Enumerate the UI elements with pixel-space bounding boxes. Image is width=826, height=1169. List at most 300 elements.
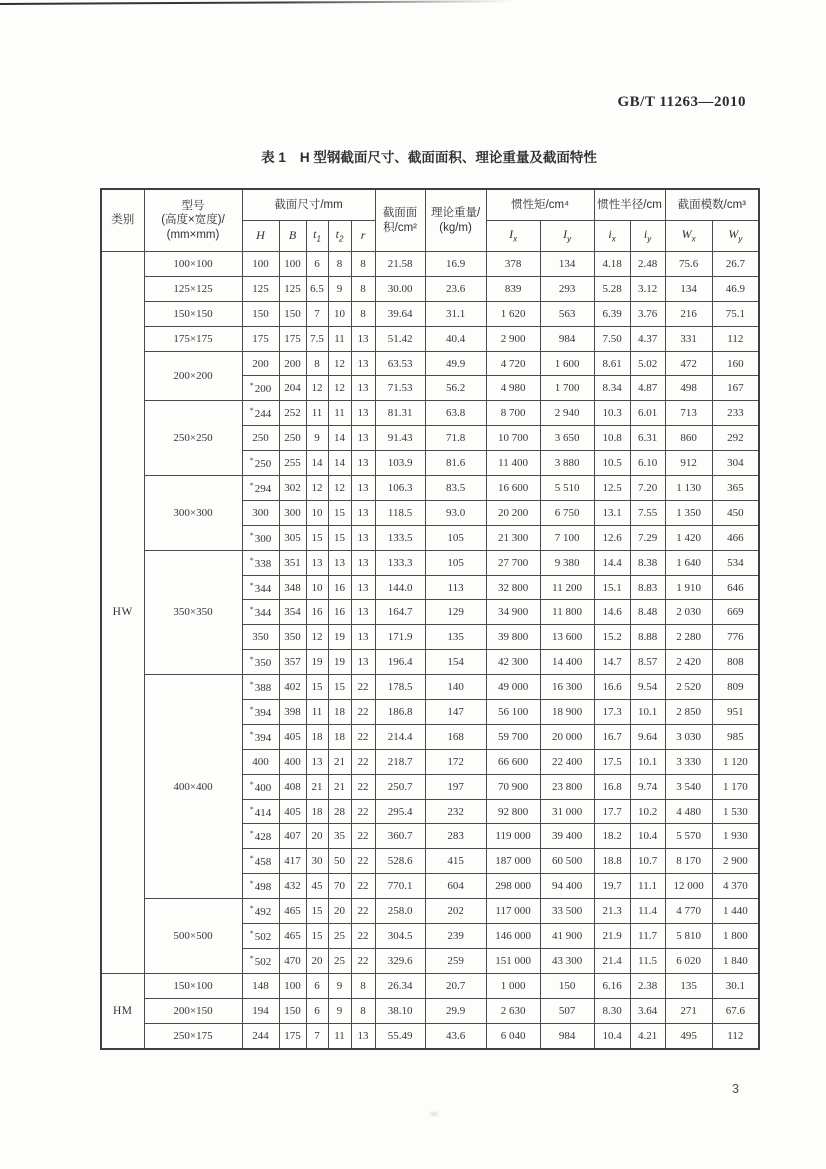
value-cell: 22: [351, 724, 375, 749]
value-cell: 2 940: [540, 401, 594, 426]
value-cell: 60 500: [540, 849, 594, 874]
value-cell: 6: [306, 973, 328, 998]
value-cell: 8.61: [594, 351, 630, 376]
model-cell: 350×350: [144, 550, 242, 674]
value-cell: 46.9: [712, 276, 759, 301]
value-cell: *498: [242, 874, 279, 899]
value-cell: 10.5: [594, 451, 630, 476]
value-cell: 113: [425, 575, 486, 600]
value-cell: 22: [351, 948, 375, 973]
value-cell: 6 750: [540, 500, 594, 525]
value-cell: 103.9: [375, 451, 425, 476]
value-cell: 10.4: [630, 824, 665, 849]
value-cell: 354: [279, 600, 306, 625]
value-cell: 11: [306, 700, 328, 725]
value-cell: 300: [242, 500, 279, 525]
value-cell: 331: [665, 326, 712, 351]
value-cell: 839: [486, 276, 540, 301]
value-cell: 1 130: [665, 476, 712, 501]
value-cell: 7.50: [594, 326, 630, 351]
value-cell: 14.6: [594, 600, 630, 625]
header-symbol-b: B: [279, 221, 306, 252]
value-cell: *294: [242, 476, 279, 501]
value-cell: 31.1: [425, 301, 486, 326]
value-cell: 951: [712, 700, 759, 725]
value-cell: 5 510: [540, 476, 594, 501]
value-cell: 21.58: [375, 252, 425, 277]
value-cell: 10.1: [630, 700, 665, 725]
value-cell: 13: [351, 650, 375, 675]
value-cell: 55.49: [375, 1023, 425, 1048]
value-cell: 10.7: [630, 849, 665, 874]
value-cell: 498: [665, 376, 712, 401]
value-cell: 2 030: [665, 600, 712, 625]
value-cell: 202: [425, 899, 486, 924]
value-cell: 12 000: [665, 874, 712, 899]
value-cell: 105: [425, 525, 486, 550]
value-cell: 351: [279, 550, 306, 575]
value-cell: 200: [279, 351, 306, 376]
table-row: [101, 401, 759, 426]
table-title-label: 表 1: [261, 150, 286, 165]
value-cell: 8: [306, 351, 328, 376]
value-cell: 12: [306, 625, 328, 650]
value-cell: 3.64: [630, 998, 665, 1023]
value-cell: 168: [425, 724, 486, 749]
value-cell: 495: [665, 1023, 712, 1048]
value-cell: 20: [328, 899, 351, 924]
value-cell: 56 100: [486, 700, 540, 725]
value-cell: 7.29: [630, 525, 665, 550]
value-cell: 106.3: [375, 476, 425, 501]
value-cell: 21.9: [594, 924, 630, 949]
value-cell: 2.38: [630, 973, 665, 998]
value-cell: 150: [279, 301, 306, 326]
value-cell: 186.8: [375, 700, 425, 725]
header-symbol-wx: $W_x$: [665, 221, 712, 252]
value-cell: 22: [351, 824, 375, 849]
value-cell: 13: [306, 749, 328, 774]
value-cell: 283: [425, 824, 486, 849]
value-cell: 23.6: [425, 276, 486, 301]
value-cell: 6.01: [630, 401, 665, 426]
page-number: 3: [732, 1082, 739, 1096]
table-row: [101, 973, 759, 998]
value-cell: 45: [306, 874, 328, 899]
header-moment-of-inertia: 惯性矩/cm⁴: [486, 189, 594, 221]
value-cell: 11 400: [486, 451, 540, 476]
value-cell: 17.5: [594, 749, 630, 774]
value-cell: 13: [351, 351, 375, 376]
value-cell: 175: [279, 326, 306, 351]
value-cell: 402: [279, 675, 306, 700]
value-cell: 13.1: [594, 500, 630, 525]
value-cell: 8 170: [665, 849, 712, 874]
value-cell: 432: [279, 874, 306, 899]
value-cell: 67.6: [712, 998, 759, 1023]
header-symbol-h: H: [242, 221, 279, 252]
value-cell: 10: [328, 301, 351, 326]
value-cell: 255: [279, 451, 306, 476]
value-cell: 984: [540, 326, 594, 351]
value-cell: 8: [351, 276, 375, 301]
table-row: [101, 899, 759, 924]
value-cell: 6.5: [306, 276, 328, 301]
value-cell: 14 400: [540, 650, 594, 675]
table-row: [101, 550, 759, 575]
value-cell: 13 600: [540, 625, 594, 650]
value-cell: 470: [279, 948, 306, 973]
value-cell: 218.7: [375, 749, 425, 774]
value-cell: 11: [328, 1023, 351, 1048]
value-cell: 271: [665, 998, 712, 1023]
value-cell: 8.30: [594, 998, 630, 1023]
value-cell: 8: [328, 252, 351, 277]
value-cell: 350: [242, 625, 279, 650]
value-cell: 563: [540, 301, 594, 326]
value-cell: 13: [351, 500, 375, 525]
value-cell: 133.3: [375, 550, 425, 575]
value-cell: 18: [328, 724, 351, 749]
value-cell: 43 300: [540, 948, 594, 973]
value-cell: 178.5: [375, 675, 425, 700]
value-cell: 59 700: [486, 724, 540, 749]
value-cell: 171.9: [375, 625, 425, 650]
value-cell: 8 700: [486, 401, 540, 426]
value-cell: 118.5: [375, 500, 425, 525]
value-cell: 25: [328, 924, 351, 949]
value-cell: 360.7: [375, 824, 425, 849]
value-cell: 71.53: [375, 376, 425, 401]
value-cell: 214.4: [375, 724, 425, 749]
value-cell: 30.1: [712, 973, 759, 998]
value-cell: 26.34: [375, 973, 425, 998]
value-cell: 15: [328, 500, 351, 525]
value-cell: 154: [425, 650, 486, 675]
model-cell: 125×125: [144, 276, 242, 301]
value-cell: 860: [665, 426, 712, 451]
value-cell: 233: [712, 401, 759, 426]
model-cell: 150×150: [144, 301, 242, 326]
value-cell: 117 000: [486, 899, 540, 924]
value-cell: 20 000: [540, 724, 594, 749]
value-cell: 7: [306, 301, 328, 326]
value-cell: 21 300: [486, 525, 540, 550]
value-cell: 2 420: [665, 650, 712, 675]
table-title-text: H 型钢截面尺寸、截面面积、理论重量及截面特性: [299, 150, 597, 165]
value-cell: 7: [306, 1023, 328, 1048]
value-cell: 17.3: [594, 700, 630, 725]
value-cell: 38.10: [375, 998, 425, 1023]
value-cell: 42 300: [486, 650, 540, 675]
value-cell: 22 400: [540, 749, 594, 774]
value-cell: 1 170: [712, 774, 759, 799]
value-cell: *344: [242, 575, 279, 600]
value-cell: 10.8: [594, 426, 630, 451]
value-cell: 15: [306, 525, 328, 550]
category-cell-hw: HW: [101, 252, 144, 974]
value-cell: 66 600: [486, 749, 540, 774]
value-cell: 34 900: [486, 600, 540, 625]
value-cell: 3 330: [665, 749, 712, 774]
scan-artifact-line: [0, 0, 514, 5]
value-cell: 302: [279, 476, 306, 501]
table-row: [101, 276, 759, 301]
value-cell: 11.7: [630, 924, 665, 949]
value-cell: 985: [712, 724, 759, 749]
value-cell: 6: [306, 252, 328, 277]
value-cell: 39.64: [375, 301, 425, 326]
value-cell: 16 300: [540, 675, 594, 700]
value-cell: 16.7: [594, 724, 630, 749]
value-cell: 160: [712, 351, 759, 376]
value-cell: 350: [279, 625, 306, 650]
value-cell: 146 000: [486, 924, 540, 949]
value-cell: 29.9: [425, 998, 486, 1023]
value-cell: 15: [306, 924, 328, 949]
value-cell: 23 800: [540, 774, 594, 799]
value-cell: 10.1: [630, 749, 665, 774]
value-cell: 22: [351, 849, 375, 874]
value-cell: 16 600: [486, 476, 540, 501]
header-symbol-ix: $I_x$: [486, 221, 540, 252]
value-cell: 13: [328, 550, 351, 575]
value-cell: 3 030: [665, 724, 712, 749]
value-cell: 4.87: [630, 376, 665, 401]
value-cell: 71.8: [425, 426, 486, 451]
value-cell: 22: [351, 749, 375, 774]
value-cell: 250.7: [375, 774, 425, 799]
value-cell: 4 720: [486, 351, 540, 376]
model-cell: 250×250: [144, 401, 242, 476]
value-cell: 4.18: [594, 252, 630, 277]
value-cell: 7.20: [630, 476, 665, 501]
table-row: [101, 476, 759, 501]
value-cell: 18: [328, 700, 351, 725]
table-title: [100, 146, 758, 166]
value-cell: 1 120: [712, 749, 759, 774]
model-cell: 200×150: [144, 998, 242, 1023]
value-cell: 119 000: [486, 824, 540, 849]
value-cell: 56.2: [425, 376, 486, 401]
value-cell: *458: [242, 849, 279, 874]
value-cell: *400: [242, 774, 279, 799]
value-cell: *244: [242, 401, 279, 426]
value-cell: 10.2: [630, 799, 665, 824]
value-cell: 1 840: [712, 948, 759, 973]
value-cell: 27 700: [486, 550, 540, 575]
value-cell: 39 400: [540, 824, 594, 849]
value-cell: 12: [328, 376, 351, 401]
value-cell: 14: [328, 451, 351, 476]
value-cell: 13: [351, 625, 375, 650]
model-cell: 400×400: [144, 675, 242, 899]
value-cell: 49 000: [486, 675, 540, 700]
value-cell: 1 420: [665, 525, 712, 550]
value-cell: 112: [712, 1023, 759, 1048]
value-cell: 232: [425, 799, 486, 824]
table-row: [101, 675, 759, 700]
value-cell: 405: [279, 799, 306, 824]
value-cell: 1 440: [712, 899, 759, 924]
value-cell: 32 800: [486, 575, 540, 600]
value-cell: 16.6: [594, 675, 630, 700]
value-cell: 4 770: [665, 899, 712, 924]
value-cell: 13: [306, 550, 328, 575]
value-cell: 808: [712, 650, 759, 675]
value-cell: 26.7: [712, 252, 759, 277]
value-cell: 175: [279, 1023, 306, 1048]
value-cell: 16: [306, 600, 328, 625]
value-cell: 172: [425, 749, 486, 774]
value-cell: 1 910: [665, 575, 712, 600]
value-cell: 22: [351, 774, 375, 799]
value-cell: 15: [328, 675, 351, 700]
value-cell: 8.48: [630, 600, 665, 625]
value-cell: 16.9: [425, 252, 486, 277]
value-cell: 300: [279, 500, 306, 525]
value-cell: 646: [712, 575, 759, 600]
table-row: [101, 351, 759, 376]
table-row: [101, 998, 759, 1023]
value-cell: 15: [306, 899, 328, 924]
scan-artifact-smudge: [430, 1112, 438, 1116]
value-cell: 9: [328, 998, 351, 1023]
value-cell: 6 020: [665, 948, 712, 973]
value-cell: *250: [242, 451, 279, 476]
value-cell: 33 500: [540, 899, 594, 924]
category-cell-hm: HM: [101, 973, 144, 1048]
model-cell: 200×200: [144, 351, 242, 401]
value-cell: 10 700: [486, 426, 540, 451]
value-cell: 135: [665, 973, 712, 998]
value-cell: 11: [328, 326, 351, 351]
value-cell: 534: [712, 550, 759, 575]
value-cell: 304.5: [375, 924, 425, 949]
value-cell: 17.7: [594, 799, 630, 824]
value-cell: 30.00: [375, 276, 425, 301]
value-cell: 112: [712, 326, 759, 351]
header-section-area: 截面面 积/cm²: [375, 189, 425, 252]
value-cell: 18.8: [594, 849, 630, 874]
header-section-dimensions: 截面尺寸/mm: [242, 189, 375, 221]
value-cell: 8: [351, 301, 375, 326]
value-cell: 63.8: [425, 401, 486, 426]
value-cell: 239: [425, 924, 486, 949]
value-cell: 196.4: [375, 650, 425, 675]
value-cell: 9: [328, 973, 351, 998]
value-cell: 15.2: [594, 625, 630, 650]
value-cell: 19: [306, 650, 328, 675]
value-cell: 175: [242, 326, 279, 351]
table-row: [101, 326, 759, 351]
value-cell: 400: [242, 749, 279, 774]
value-cell: 75.6: [665, 252, 712, 277]
value-cell: 30: [306, 849, 328, 874]
value-cell: 9.64: [630, 724, 665, 749]
value-cell: 125: [279, 276, 306, 301]
table-body: [101, 252, 759, 1049]
value-cell: 13: [351, 550, 375, 575]
value-cell: 15: [328, 525, 351, 550]
value-cell: 41 900: [540, 924, 594, 949]
value-cell: 63.53: [375, 351, 425, 376]
value-cell: 11: [306, 401, 328, 426]
value-cell: 13: [351, 525, 375, 550]
value-cell: 35: [328, 824, 351, 849]
value-cell: 22: [351, 874, 375, 899]
value-cell: 144.0: [375, 575, 425, 600]
value-cell: 14: [306, 451, 328, 476]
value-cell: 13: [351, 376, 375, 401]
header-radius-of-gyration: 惯性半径/cm: [594, 189, 665, 221]
value-cell: 81.31: [375, 401, 425, 426]
value-cell: 134: [540, 252, 594, 277]
value-cell: *338: [242, 550, 279, 575]
value-cell: *502: [242, 948, 279, 973]
value-cell: 3 650: [540, 426, 594, 451]
value-cell: 11 800: [540, 600, 594, 625]
value-cell: 21: [328, 774, 351, 799]
value-cell: 669: [712, 600, 759, 625]
value-cell: 466: [712, 525, 759, 550]
value-cell: 9: [328, 276, 351, 301]
value-cell: 25: [328, 948, 351, 973]
value-cell: 5.28: [594, 276, 630, 301]
value-cell: 5 810: [665, 924, 712, 949]
value-cell: 3 540: [665, 774, 712, 799]
header-symbol-wy: $W_y$: [712, 221, 759, 252]
value-cell: 19.7: [594, 874, 630, 899]
value-cell: 39 800: [486, 625, 540, 650]
value-cell: 2 280: [665, 625, 712, 650]
value-cell: 22: [351, 899, 375, 924]
value-cell: 7 100: [540, 525, 594, 550]
value-cell: 259: [425, 948, 486, 973]
value-cell: 19: [328, 625, 351, 650]
value-cell: 22: [351, 700, 375, 725]
value-cell: 3.12: [630, 276, 665, 301]
header-symbol-t1: $t_1$: [306, 221, 328, 252]
header-symbol-t2: $t_2$: [328, 221, 351, 252]
value-cell: 10: [306, 575, 328, 600]
value-cell: 20 200: [486, 500, 540, 525]
value-cell: 133.5: [375, 525, 425, 550]
model-cell: 150×100: [144, 973, 242, 998]
value-cell: 20: [306, 948, 328, 973]
value-cell: 12: [306, 476, 328, 501]
value-cell: 10: [306, 500, 328, 525]
value-cell: 1 700: [540, 376, 594, 401]
value-cell: 11 200: [540, 575, 594, 600]
value-cell: 11.4: [630, 899, 665, 924]
value-cell: 4 980: [486, 376, 540, 401]
value-cell: 164.7: [375, 600, 425, 625]
value-cell: 13: [351, 600, 375, 625]
value-cell: 16.8: [594, 774, 630, 799]
value-cell: 250: [242, 426, 279, 451]
value-cell: 6.10: [630, 451, 665, 476]
value-cell: 293: [540, 276, 594, 301]
value-cell: 1 530: [712, 799, 759, 824]
value-cell: 8.83: [630, 575, 665, 600]
value-cell: *300: [242, 525, 279, 550]
value-cell: *414: [242, 799, 279, 824]
value-cell: 187 000: [486, 849, 540, 874]
model-cell: 100×100: [144, 252, 242, 277]
value-cell: 13: [351, 401, 375, 426]
value-cell: 197: [425, 774, 486, 799]
